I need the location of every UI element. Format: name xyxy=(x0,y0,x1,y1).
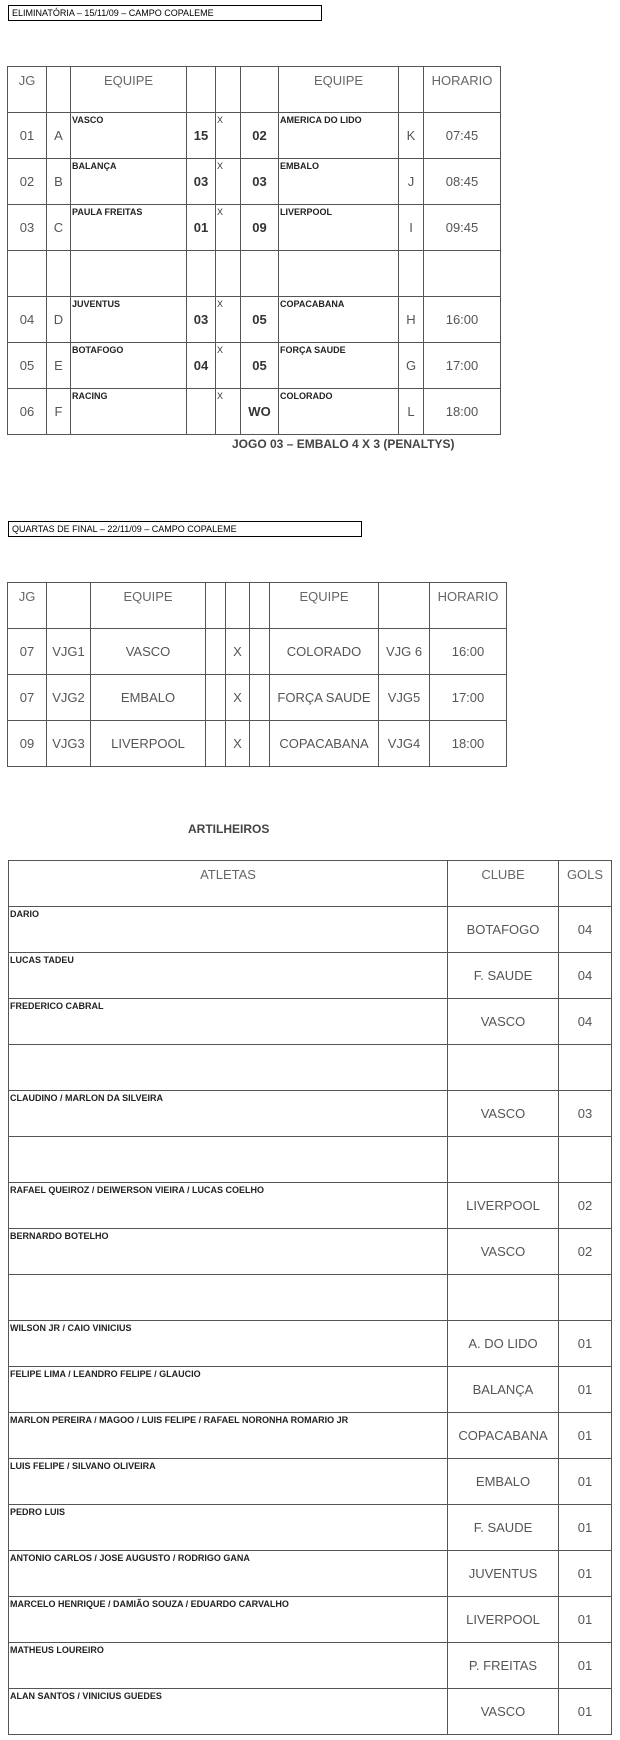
goals-cell: 01 xyxy=(559,1597,612,1643)
elim-away-score-cell: 03 xyxy=(241,159,279,205)
goals-cell: 01 xyxy=(559,1643,612,1689)
elim-match-row xyxy=(8,159,501,205)
elim-away-team-cell xyxy=(279,251,399,297)
elim-away-key-cell: L xyxy=(399,389,424,435)
elim-home-team-cell: PAULA FREITAS xyxy=(71,205,187,251)
goals-cell: 04 xyxy=(559,953,612,999)
club-cell: BOTAFOGO xyxy=(448,907,559,953)
quartas-jg-cell: 07 xyxy=(8,675,47,721)
elim-versus-cell: X xyxy=(216,113,241,159)
quartas-jg-cell: 07 xyxy=(8,629,47,675)
quartas-away-code-cell: VJG5 xyxy=(379,675,430,721)
goals-cell: 02 xyxy=(559,1229,612,1275)
athletes-cell: MATHEUS LOUREIRO xyxy=(9,1643,448,1689)
elim-home-key-cell: A xyxy=(47,113,71,159)
artilheiros-row xyxy=(9,1045,612,1091)
club-cell: EMBALO xyxy=(448,1459,559,1505)
artilheiros-row xyxy=(9,1413,612,1459)
club-cell: JUVENTUS xyxy=(448,1551,559,1597)
club-cell: LIVERPOOL xyxy=(448,1597,559,1643)
quartas-away-code-cell: VJG4 xyxy=(379,721,430,767)
quartas-match-row xyxy=(8,629,507,675)
goals-cell: 01 xyxy=(559,1459,612,1505)
elim-jg-cell: 01 xyxy=(8,113,47,159)
elim-time-cell: 07:45 xyxy=(424,113,501,159)
quartas-blank-cell xyxy=(250,629,270,675)
goals-cell: 01 xyxy=(559,1413,612,1459)
elim-home-score-cell xyxy=(187,389,216,435)
elim-match-row xyxy=(8,297,501,343)
quartas-match-row xyxy=(8,721,507,767)
quartas-away-team-cell: COLORADO xyxy=(270,629,379,675)
quartas-match-row xyxy=(8,675,507,721)
elim-home-score-cell: 03 xyxy=(187,297,216,343)
elim-header-blank xyxy=(216,67,241,113)
artilheiros-row xyxy=(9,1643,612,1689)
artilheiros-row xyxy=(9,1597,612,1643)
elim-time-cell: 08:45 xyxy=(424,159,501,205)
athletes-cell xyxy=(9,1137,448,1183)
athletes-cell: ALAN SANTOS / VINICIUS GUEDES xyxy=(9,1689,448,1735)
elim-away-score-cell: WO xyxy=(241,389,279,435)
elim-home-key-cell: C xyxy=(47,205,71,251)
quartas-versus-cell: X xyxy=(226,629,250,675)
elim-time-cell: 17:00 xyxy=(424,343,501,389)
elim-home-score-cell: 15 xyxy=(187,113,216,159)
goals-cell: 02 xyxy=(559,1183,612,1229)
artilheiros-row xyxy=(9,1459,612,1505)
artilheiros-header-clube: CLUBE xyxy=(448,861,559,907)
elim-match-row xyxy=(8,389,501,435)
elim-away-score-cell: 09 xyxy=(241,205,279,251)
quartas-blank-cell xyxy=(206,629,226,675)
elim-away-score-cell: 05 xyxy=(241,297,279,343)
goals-cell: 01 xyxy=(559,1321,612,1367)
elim-versus-cell xyxy=(216,251,241,297)
elim-table xyxy=(7,66,501,435)
quartas-header-blank xyxy=(206,583,226,629)
elim-home-team-cell: VASCO xyxy=(71,113,187,159)
athletes-cell: FELIPE LIMA / LEANDRO FELIPE / GLAUCIO xyxy=(9,1367,448,1413)
elim-home-key-cell: B xyxy=(47,159,71,205)
artilheiros-row xyxy=(9,999,612,1045)
quartas-header-blank xyxy=(47,583,91,629)
elim-home-team-cell: BALANÇA xyxy=(71,159,187,205)
elim-home-key-cell: D xyxy=(47,297,71,343)
elim-away-key-cell: J xyxy=(399,159,424,205)
athletes-cell: PEDRO LUIS xyxy=(9,1505,448,1551)
artilheiros-table xyxy=(8,860,612,1735)
athletes-cell: RAFAEL QUEIROZ / DEIWERSON VIEIRA / LUCAS COELHO xyxy=(9,1183,448,1229)
elim-away-team-cell: COPACABANA xyxy=(279,297,399,343)
elim-match-row xyxy=(8,113,501,159)
goals-cell xyxy=(559,1275,612,1321)
elim-versus-cell: X xyxy=(216,297,241,343)
artilheiros-row xyxy=(9,1505,612,1551)
elim-away-score-cell: 02 xyxy=(241,113,279,159)
artilheiros-row xyxy=(9,907,612,953)
elim-away-score-cell xyxy=(241,251,279,297)
elim-time-cell: 09:45 xyxy=(424,205,501,251)
elim-jg-cell: 03 xyxy=(8,205,47,251)
goals-cell: 01 xyxy=(559,1505,612,1551)
artilheiros-row xyxy=(9,1183,612,1229)
athletes-cell: BERNARDO BOTELHO xyxy=(9,1229,448,1275)
penalty-note: JOGO 03 – EMBALO 4 X 3 (PENALTYS) xyxy=(232,437,455,451)
quartas-header-horario: HORARIO xyxy=(430,583,507,629)
artilheiros-header-gols: GOLS xyxy=(559,861,612,907)
elim-away-team-cell: LIVERPOOL xyxy=(279,205,399,251)
club-cell: LIVERPOOL xyxy=(448,1183,559,1229)
quartas-blank-cell xyxy=(250,675,270,721)
artilheiros-row xyxy=(9,1367,612,1413)
quartas-home-team-cell: EMBALO xyxy=(91,675,206,721)
quartas-time-cell: 18:00 xyxy=(430,721,507,767)
elim-away-team-cell: COLORADO xyxy=(279,389,399,435)
quartas-section-label: QUARTAS DE FINAL – 22/11/09 – CAMPO COPALEME xyxy=(8,521,362,537)
athletes-cell xyxy=(9,1275,448,1321)
quartas-home-team-cell: LIVERPOOL xyxy=(91,721,206,767)
quartas-blank-cell xyxy=(206,721,226,767)
artilheiros-row xyxy=(9,1091,612,1137)
elim-section-label: ELIMINATÓRIA – 15/11/09 – CAMPO COPALEME xyxy=(8,5,322,21)
elim-away-team-cell: AMERICA DO LIDO xyxy=(279,113,399,159)
artilheiros-title: ARTILHEIROS xyxy=(188,822,270,836)
athletes-cell: MARLON PEREIRA / MAGOO / LUIS FELIPE / RAFAEL NORONHA ROMARIO JR xyxy=(9,1413,448,1459)
elim-away-team-cell: EMBALO xyxy=(279,159,399,205)
elim-time-cell: 16:00 xyxy=(424,297,501,343)
elim-time-cell xyxy=(424,251,501,297)
club-cell xyxy=(448,1275,559,1321)
athletes-cell xyxy=(9,1045,448,1091)
quartas-blank-cell xyxy=(250,721,270,767)
goals-cell: 01 xyxy=(559,1551,612,1597)
elim-header-equipe-away: EQUIPE xyxy=(279,67,399,113)
quartas-versus-cell: X xyxy=(226,675,250,721)
elim-match-row xyxy=(8,251,501,297)
elim-header-row xyxy=(8,67,501,113)
elim-header-jg: JG xyxy=(8,67,47,113)
artilheiros-row xyxy=(9,1689,612,1735)
quartas-header-equipe-home: EQUIPE xyxy=(91,583,206,629)
quartas-away-code-cell: VJG 6 xyxy=(379,629,430,675)
quartas-header-equipe-away: EQUIPE xyxy=(270,583,379,629)
quartas-home-code-cell: VJG3 xyxy=(47,721,91,767)
elim-header-blank xyxy=(187,67,216,113)
athletes-cell: MARCELO HENRIQUE / DAMIÃO SOUZA / EDUARDO CARVALHO xyxy=(9,1597,448,1643)
elim-match-row xyxy=(8,343,501,389)
artilheiros-row xyxy=(9,1275,612,1321)
artilheiros-header-atletas: ATLETAS xyxy=(9,861,448,907)
quartas-table xyxy=(7,582,507,767)
elim-versus-cell: X xyxy=(216,159,241,205)
elim-header-blank xyxy=(241,67,279,113)
artilheiros-row xyxy=(9,1229,612,1275)
elim-header-blank xyxy=(47,67,71,113)
elim-home-team-cell xyxy=(71,251,187,297)
elim-away-key-cell: G xyxy=(399,343,424,389)
elim-away-key-cell: K xyxy=(399,113,424,159)
artilheiros-row xyxy=(9,1137,612,1183)
elim-away-key-cell xyxy=(399,251,424,297)
quartas-header-jg: JG xyxy=(8,583,47,629)
club-cell: P. FREITAS xyxy=(448,1643,559,1689)
elim-home-key-cell xyxy=(47,251,71,297)
athletes-cell: LUIS FELIPE / SILVANO OLIVEIRA xyxy=(9,1459,448,1505)
club-cell: BALANÇA xyxy=(448,1367,559,1413)
elim-home-score-cell xyxy=(187,251,216,297)
quartas-home-code-cell: VJG1 xyxy=(47,629,91,675)
elim-home-score-cell: 04 xyxy=(187,343,216,389)
club-cell xyxy=(448,1045,559,1091)
athletes-cell: FREDERICO CABRAL xyxy=(9,999,448,1045)
goals-cell xyxy=(559,1045,612,1091)
goals-cell: 01 xyxy=(559,1689,612,1735)
elim-time-cell: 18:00 xyxy=(424,389,501,435)
elim-jg-cell: 05 xyxy=(8,343,47,389)
athletes-cell: CLAUDINO / MARLON DA SILVEIRA xyxy=(9,1091,448,1137)
club-cell: F. SAUDE xyxy=(448,1505,559,1551)
elim-away-score-cell: 05 xyxy=(241,343,279,389)
athletes-cell: DARIO xyxy=(9,907,448,953)
quartas-header-row xyxy=(8,583,507,629)
elim-header-horario: HORARIO xyxy=(424,67,501,113)
club-cell: VASCO xyxy=(448,999,559,1045)
elim-home-team-cell: JUVENTUS xyxy=(71,297,187,343)
elim-home-key-cell: E xyxy=(47,343,71,389)
quartas-time-cell: 17:00 xyxy=(430,675,507,721)
elim-away-team-cell: FORÇA SAUDE xyxy=(279,343,399,389)
quartas-home-team-cell: VASCO xyxy=(91,629,206,675)
goals-cell: 04 xyxy=(559,999,612,1045)
goals-cell: 04 xyxy=(559,907,612,953)
elim-jg-cell xyxy=(8,251,47,297)
athletes-cell: WILSON JR / CAIO VINICIUS xyxy=(9,1321,448,1367)
club-cell: VASCO xyxy=(448,1091,559,1137)
club-cell: A. DO LIDO xyxy=(448,1321,559,1367)
athletes-cell: ANTONIO CARLOS / JOSE AUGUSTO / RODRIGO GANA xyxy=(9,1551,448,1597)
elim-versus-cell: X xyxy=(216,389,241,435)
elim-jg-cell: 02 xyxy=(8,159,47,205)
club-cell: COPACABANA xyxy=(448,1413,559,1459)
club-cell xyxy=(448,1137,559,1183)
artilheiros-row xyxy=(9,953,612,999)
elim-versus-cell: X xyxy=(216,343,241,389)
elim-home-score-cell: 03 xyxy=(187,159,216,205)
quartas-away-team-cell: FORÇA SAUDE xyxy=(270,675,379,721)
elim-away-key-cell: I xyxy=(399,205,424,251)
goals-cell: 03 xyxy=(559,1091,612,1137)
goals-cell: 01 xyxy=(559,1367,612,1413)
elim-home-team-cell: BOTAFOGO xyxy=(71,343,187,389)
elim-jg-cell: 04 xyxy=(8,297,47,343)
elim-away-key-cell: H xyxy=(399,297,424,343)
elim-home-team-cell: RACING xyxy=(71,389,187,435)
quartas-time-cell: 16:00 xyxy=(430,629,507,675)
artilheiros-header-row xyxy=(9,861,612,907)
quartas-home-code-cell: VJG2 xyxy=(47,675,91,721)
elim-match-row xyxy=(8,205,501,251)
elim-versus-cell: X xyxy=(216,205,241,251)
goals-cell xyxy=(559,1137,612,1183)
elim-home-key-cell: F xyxy=(47,389,71,435)
artilheiros-row xyxy=(9,1321,612,1367)
quartas-away-team-cell: COPACABANA xyxy=(270,721,379,767)
quartas-jg-cell: 09 xyxy=(8,721,47,767)
quartas-versus-cell: X xyxy=(226,721,250,767)
quartas-header-blank xyxy=(379,583,430,629)
athletes-cell: LUCAS TADEU xyxy=(9,953,448,999)
quartas-header-blank xyxy=(250,583,270,629)
elim-header-equipe-home: EQUIPE xyxy=(71,67,187,113)
club-cell: F. SAUDE xyxy=(448,953,559,999)
elim-jg-cell: 06 xyxy=(8,389,47,435)
elim-home-score-cell: 01 xyxy=(187,205,216,251)
club-cell: VASCO xyxy=(448,1229,559,1275)
quartas-blank-cell xyxy=(206,675,226,721)
quartas-header-blank xyxy=(226,583,250,629)
artilheiros-row xyxy=(9,1551,612,1597)
club-cell: VASCO xyxy=(448,1689,559,1735)
elim-header-blank xyxy=(399,67,424,113)
